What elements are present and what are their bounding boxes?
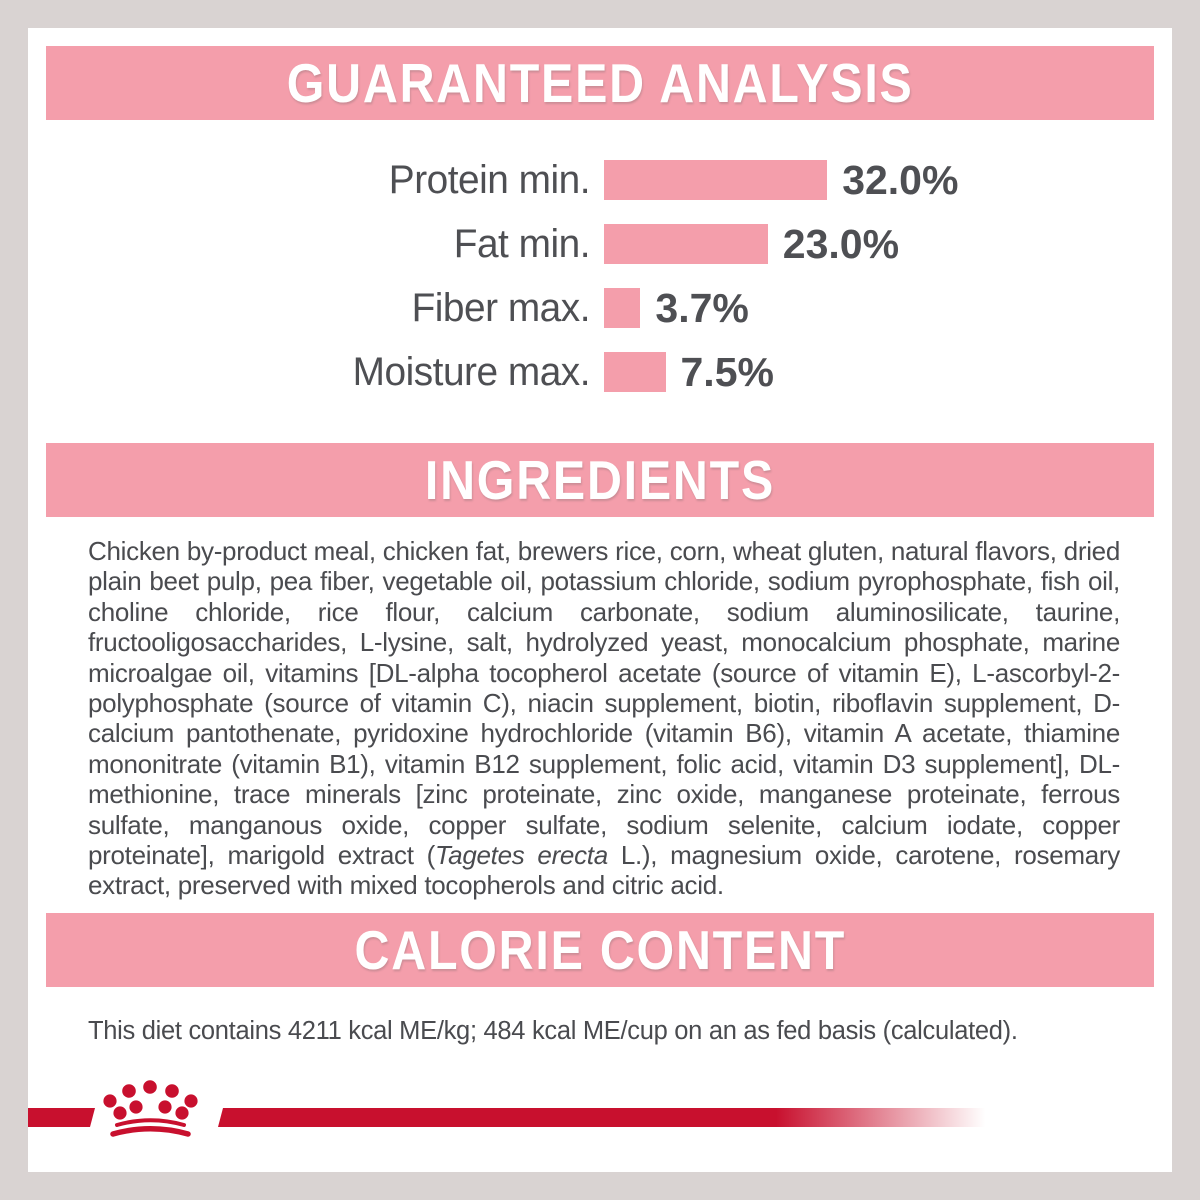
guaranteed-analysis-banner (46, 46, 1154, 120)
chart-label: Fat min. (453, 221, 590, 266)
chart-value: 23.0% (782, 220, 900, 267)
calorie-content-banner (46, 913, 1154, 987)
ingredients-text-before: Chicken by-product meal, chicken fat, brewers rice, corn, wheat gluten, natural flavors, dried plain beet pulp, pea fiber, vegetable oil, potassium chloride, sodium pyrophosphate, fish oil, choline chloride, rice flour, calcium carbonate, sodium aluminosilicate, taurine, fructooligosaccharides, L-lysine, salt, hydrolyzed yeast, monocalcium phosphate, marine microalgae oil, vitamins [DL-alpha tocopherol acetate (source of vitamin E), L-ascorbyl-2-polyphosphate (source of vitamin C), niacin supplement, biotin, riboflavin supplement, D-calcium pantothenate, pyridoxine hydrochloride (vitamin B6), vitamin A acetate, thiamine mononitrate (vitamin B1), vitamin B12 supplement, folic acid, vitamin D3 supplement], DL-methionine, trace minerals [zinc proteinate, zinc oxide, manganese proteinate, ferrous sulfate, manganous oxide, copper sulfate, sodium selenite, calcium iodate, copper proteinate], marigold extract ( (88, 536, 1120, 871)
ingredients-paragraph (88, 536, 1120, 901)
chart-row-fiber (28, 284, 1172, 331)
chart-bar (604, 352, 666, 392)
ingredients-species-italic: Tagetes erecta (434, 840, 608, 871)
royal-canin-crown-icon (103, 1078, 203, 1144)
ingredients-text-after: L.), magnesium oxide, carotene, rosemary extract, preserved with mixed tocopherols and citric acid. (88, 840, 1120, 901)
chart-bar (604, 288, 640, 328)
chart-label: Fiber max. (411, 285, 590, 330)
red-stripe-right-fade (218, 1108, 993, 1127)
label-panel (28, 28, 1172, 1172)
chart-row-protein (28, 156, 1172, 203)
chart-value: 7.5% (680, 348, 774, 395)
calorie-content-title: CALORIE CONTENT (354, 919, 846, 981)
chart-label: Moisture max. (352, 349, 590, 394)
calorie-content-text: This diet contains 4211 kcal ME/kg; 484 kcal ME/cup on an as fed basis (calculated). (88, 1017, 1018, 1045)
chart-bar (604, 160, 827, 200)
chart-row-moisture (28, 348, 1172, 395)
ingredients-banner (46, 443, 1154, 517)
chart-label: Protein min. (388, 157, 590, 202)
chart-value: 3.7% (655, 284, 749, 331)
chart-value: 32.0% (842, 156, 959, 203)
guaranteed-analysis-title: GUARANTEED ANALYSIS (286, 52, 914, 114)
brand-logo-strip (28, 1078, 1172, 1178)
ingredients-title: INGREDIENTS (424, 449, 776, 511)
red-stripe-left (28, 1108, 95, 1127)
guaranteed-analysis-chart (28, 156, 1172, 416)
chart-bar (604, 224, 768, 264)
chart-row-fat (28, 220, 1172, 267)
